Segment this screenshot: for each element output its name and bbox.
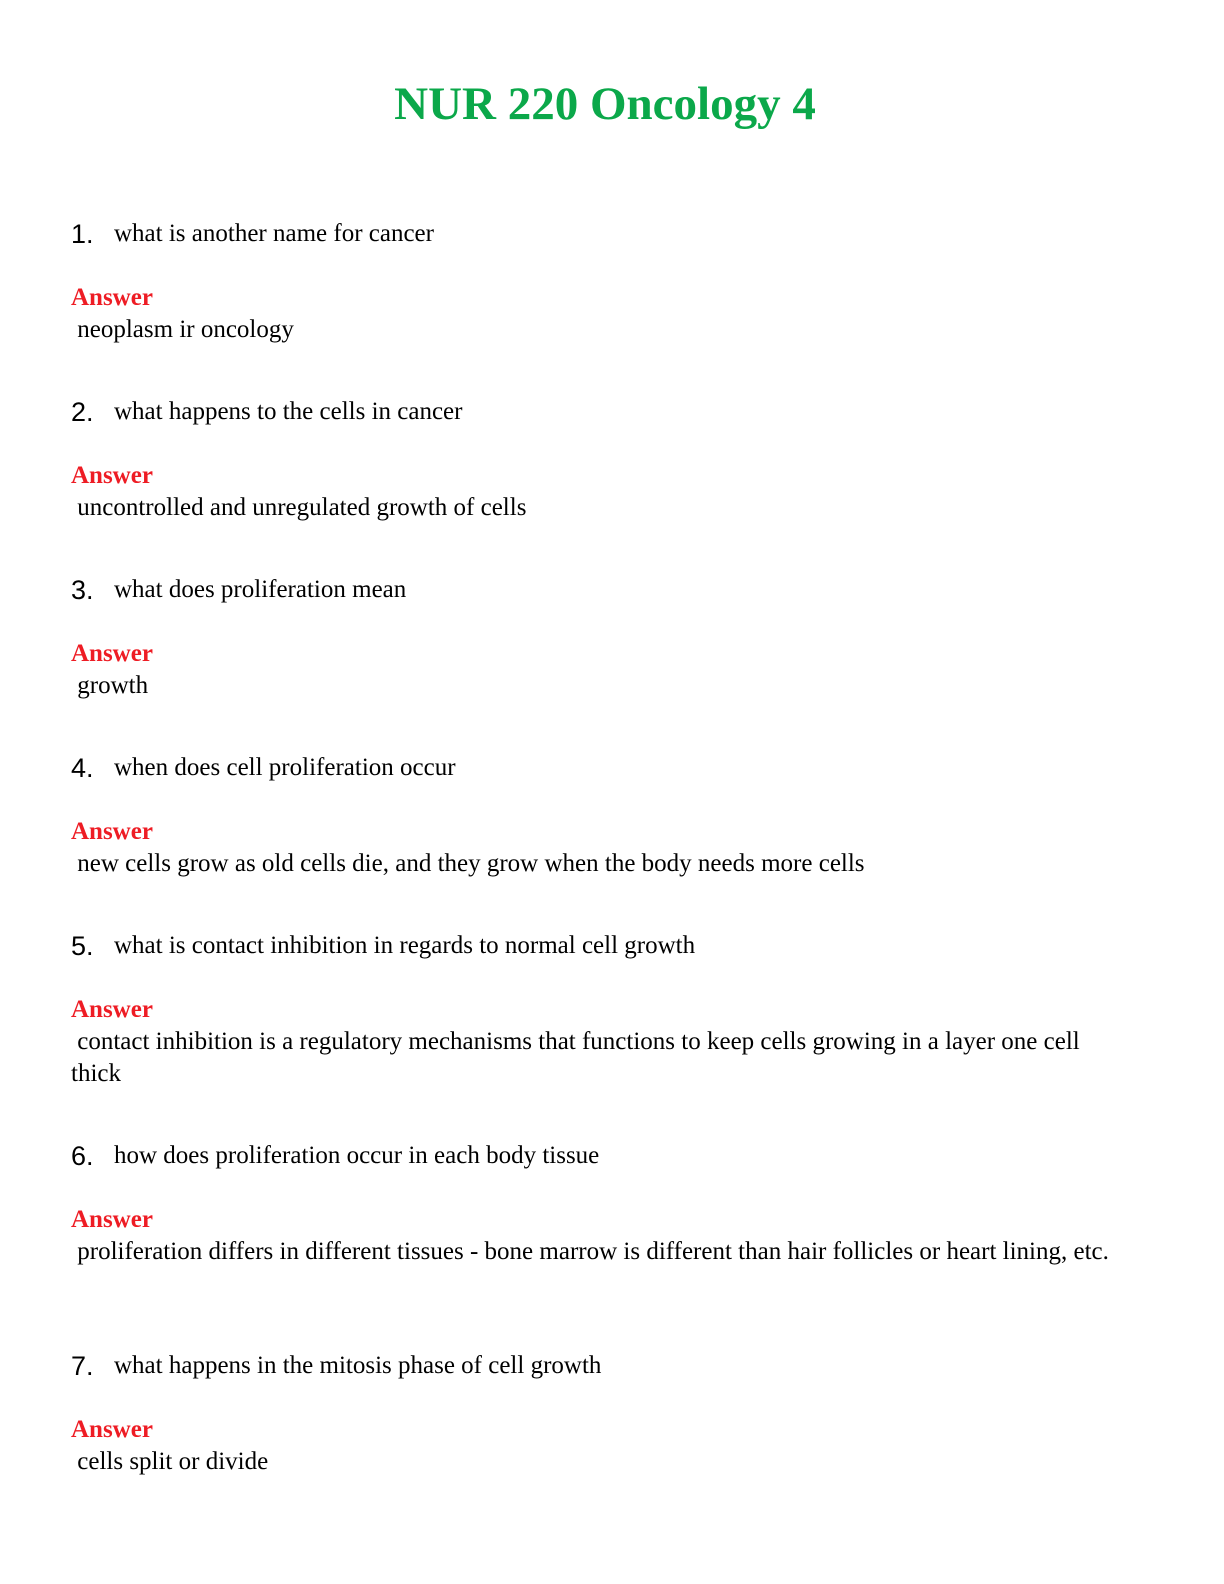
qa-item-2: [71, 392, 1111, 570]
question: [71, 748, 456, 788]
answer-text: uncontrolled and unregulated growth of cells: [71, 494, 527, 521]
question-text: what happens in the mitosis phase of cell growth: [114, 1352, 602, 1379]
question: [71, 926, 695, 966]
question-text: how does proliferation occur in each body tissue: [114, 1142, 600, 1169]
answer-text: neoplasm ir oncology: [71, 316, 294, 343]
qa-item-3: [71, 570, 1111, 748]
page-title: NUR 220 Oncology 4: [394, 78, 816, 130]
question: [71, 392, 462, 432]
question: [71, 570, 406, 610]
qa-item-5: [71, 926, 1111, 1136]
question-list: [71, 214, 1111, 1524]
question: [71, 1136, 599, 1176]
answer-label: Answer: [71, 1206, 153, 1233]
question-number: 2.: [71, 397, 94, 427]
answer-text: proliferation differs in different tissues - bone marrow is different than hair follicles or heart lining, etc.: [71, 1238, 1109, 1265]
question-text: when does cell proliferation occur: [114, 754, 456, 781]
answer-text: growth: [71, 672, 149, 699]
question-number: 3.: [71, 575, 94, 605]
qa-item-7: [71, 1346, 1111, 1524]
answer-label: Answer: [71, 640, 153, 667]
answer-label: Answer: [71, 996, 153, 1023]
answer-text: new cells grow as old cells die, and they grow when the body needs more cells: [71, 850, 865, 877]
answer-text: contact inhibition is a regulatory mechanisms that functions to keep cells growing in a layer one cell thick: [71, 1028, 1086, 1087]
question-text: what is another name for cancer: [114, 220, 434, 247]
answer-label: Answer: [71, 284, 153, 311]
question: [71, 214, 434, 254]
answer-label: Answer: [71, 818, 153, 845]
question-text: what happens to the cells in cancer: [114, 398, 463, 425]
question-number: 7.: [71, 1351, 94, 1381]
question-number: 1.: [71, 219, 94, 249]
question: [71, 1346, 601, 1386]
qa-item-4: [71, 748, 1111, 926]
question-number: 5.: [71, 931, 94, 961]
question-text: what is contact inhibition in regards to normal cell growth: [114, 932, 696, 959]
question-number: 4.: [71, 753, 94, 783]
answer-label: Answer: [71, 1416, 153, 1443]
question-text: what does proliferation mean: [114, 576, 407, 603]
question-number: 6.: [71, 1141, 94, 1171]
qa-item-6: [71, 1136, 1111, 1346]
qa-item-1: [71, 214, 1111, 392]
answer-text: cells split or divide: [71, 1448, 269, 1475]
answer-label: Answer: [71, 462, 153, 489]
